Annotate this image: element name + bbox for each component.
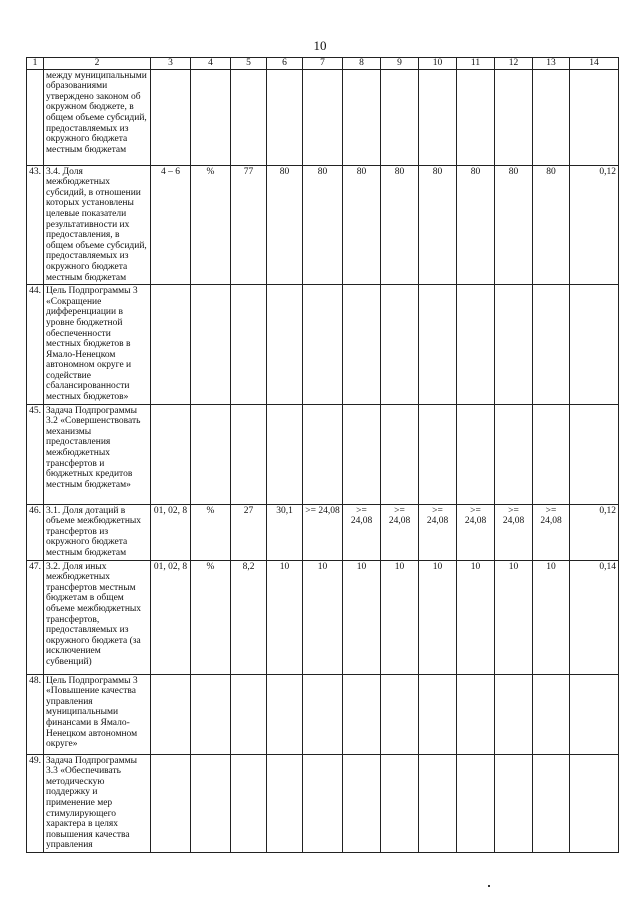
indicator-name: 3.2. Доля иных межбюджетных трансфертов местным бюджетам в общем объеме межбюджетных трансфертов, предоставляемых из окружного бюджета (за исключением субвенций) [44, 560, 151, 674]
cell-c4 [191, 674, 231, 754]
cell-c5 [231, 285, 267, 405]
indicator-name: между муниципальными образованиями утверждено законом об окружном бюджете, в общем объеме субсидий, предоставляемых из окружного бюджета местным бюджетам [44, 69, 151, 165]
cell-c14: 0,12 [570, 504, 619, 560]
cell-c13 [533, 404, 570, 504]
header-cell: 1 [27, 58, 44, 70]
cell-c6: 30,1 [267, 504, 303, 560]
cell-c11 [457, 674, 495, 754]
cell-c3 [151, 285, 191, 405]
header-row [27, 58, 619, 70]
cell-c4: % [191, 504, 231, 560]
cell-c14 [570, 674, 619, 754]
cell-c9: >= 24,08 [381, 504, 419, 560]
cell-c11 [457, 285, 495, 405]
cell-c14 [570, 69, 619, 165]
cell-c3 [151, 404, 191, 504]
cell-c6 [267, 285, 303, 405]
cell-c3: 4 – 6 [151, 165, 191, 285]
cell-c7: >= 24,08 [303, 504, 343, 560]
row-number: 49. [27, 754, 44, 852]
cell-c6 [267, 404, 303, 504]
cell-c4 [191, 404, 231, 504]
cell-c6: 10 [267, 560, 303, 674]
cell-c6 [267, 69, 303, 165]
header-cell: 11 [457, 58, 495, 70]
cell-c9 [381, 674, 419, 754]
cell-c13 [533, 285, 570, 405]
cell-c5 [231, 69, 267, 165]
cell-c13 [533, 69, 570, 165]
cell-c11: 10 [457, 560, 495, 674]
cell-c12 [495, 69, 533, 165]
header-cell: 8 [343, 58, 381, 70]
header-cell: 9 [381, 58, 419, 70]
cell-c4: % [191, 165, 231, 285]
cell-c10 [419, 285, 457, 405]
cell-c5 [231, 674, 267, 754]
cell-c7 [303, 404, 343, 504]
cell-c11: >= 24,08 [457, 504, 495, 560]
header-cell: 14 [570, 58, 619, 70]
cell-c9 [381, 69, 419, 165]
cell-c12 [495, 404, 533, 504]
header-cell: 10 [419, 58, 457, 70]
header-cell: 5 [231, 58, 267, 70]
cell-c12: 10 [495, 560, 533, 674]
cell-c14: 0,12 [570, 165, 619, 285]
cell-c7: 80 [303, 165, 343, 285]
cell-c12 [495, 754, 533, 852]
row-number [27, 69, 44, 165]
cell-c4: % [191, 560, 231, 674]
table-row [27, 504, 619, 560]
header-cell: 7 [303, 58, 343, 70]
cell-c9 [381, 404, 419, 504]
cell-c8 [343, 754, 381, 852]
cell-c11 [457, 69, 495, 165]
row-number: 48. [27, 674, 44, 754]
cell-c11 [457, 754, 495, 852]
scan-speck [488, 885, 490, 887]
table-row [27, 165, 619, 285]
cell-c3: 01, 02, 8 [151, 560, 191, 674]
cell-c7 [303, 285, 343, 405]
cell-c8 [343, 404, 381, 504]
cell-c14: 0,14 [570, 560, 619, 674]
cell-c5: 8,2 [231, 560, 267, 674]
cell-c12 [495, 285, 533, 405]
cell-c10: 80 [419, 165, 457, 285]
cell-c14 [570, 404, 619, 504]
cell-c8: >= 24,08 [343, 504, 381, 560]
header-cell: 6 [267, 58, 303, 70]
cell-c5 [231, 404, 267, 504]
cell-c13: 80 [533, 165, 570, 285]
table-row [27, 754, 619, 852]
cell-c4 [191, 754, 231, 852]
cell-c3 [151, 754, 191, 852]
row-number: 43. [27, 165, 44, 285]
page-number: 10 [313, 38, 327, 53]
cell-c11 [457, 404, 495, 504]
cell-c8: 10 [343, 560, 381, 674]
cell-c7 [303, 674, 343, 754]
cell-c7 [303, 69, 343, 165]
cell-c13: >= 24,08 [533, 504, 570, 560]
row-number: 47. [27, 560, 44, 674]
header-cell: 13 [533, 58, 570, 70]
cell-c9: 80 [381, 165, 419, 285]
cell-c8 [343, 285, 381, 405]
cell-c8 [343, 69, 381, 165]
cell-c3 [151, 69, 191, 165]
cell-c9 [381, 285, 419, 405]
row-number: 44. [27, 285, 44, 405]
cell-c5 [231, 754, 267, 852]
cell-c13: 10 [533, 560, 570, 674]
cell-c12 [495, 674, 533, 754]
header-cell: 2 [44, 58, 151, 70]
cell-c6 [267, 674, 303, 754]
header-cell: 3 [151, 58, 191, 70]
cell-c10 [419, 754, 457, 852]
cell-c12: 80 [495, 165, 533, 285]
cell-c4 [191, 69, 231, 165]
cell-c10: 10 [419, 560, 457, 674]
row-number: 46. [27, 504, 44, 560]
cell-c6: 80 [267, 165, 303, 285]
cell-c11: 80 [457, 165, 495, 285]
cell-c10 [419, 674, 457, 754]
cell-c7: 10 [303, 560, 343, 674]
cell-c13 [533, 754, 570, 852]
indicator-name: Задача Подпрограммы 3.3 «Обеспечивать методическую поддержку и применение мер стимулирующего характера в целях повышения качества управления [44, 754, 151, 852]
cell-c9: 10 [381, 560, 419, 674]
header-cell: 12 [495, 58, 533, 70]
cell-c14 [570, 754, 619, 852]
table-row [27, 285, 619, 405]
cell-c3: 01, 02, 8 [151, 504, 191, 560]
table-row [27, 404, 619, 504]
cell-c3 [151, 674, 191, 754]
cell-c10: >= 24,08 [419, 504, 457, 560]
cell-c8: 80 [343, 165, 381, 285]
cell-c9 [381, 754, 419, 852]
row-number: 45. [27, 404, 44, 504]
indicator-name: Цель Подпрограммы 3 «Повышение качества управления муниципальными финансами в Ямало-Ненецком автономном округе» [44, 674, 151, 754]
cell-c7 [303, 754, 343, 852]
cell-c10 [419, 69, 457, 165]
indicator-name: Задача Подпрограммы 3.2 «Совершенствовать механизмы предоставления межбюджетных трансфертов и бюджетных кредитов местным бюджетам» [44, 404, 151, 504]
cell-c5: 27 [231, 504, 267, 560]
cell-c4 [191, 285, 231, 405]
table-row [27, 674, 619, 754]
table-row [27, 560, 619, 674]
cell-c13 [533, 674, 570, 754]
cell-c5: 77 [231, 165, 267, 285]
table-row [27, 69, 619, 165]
indicators-table [26, 57, 619, 853]
cell-c8 [343, 674, 381, 754]
header-cell: 4 [191, 58, 231, 70]
indicator-name: 3.1. Доля дотаций в объеме межбюджетных трансфертов из окружного бюджета местным бюджетам [44, 504, 151, 560]
indicator-name: 3.4. Доля межбюджетных субсидий, в отношении которых установлены целевые показатели результативности их предоставления, в общем объеме субсидий, предоставляемых из окружного бюджета местным бюджетам [44, 165, 151, 285]
cell-c6 [267, 754, 303, 852]
cell-c10 [419, 404, 457, 504]
cell-c12: >= 24,08 [495, 504, 533, 560]
cell-c14 [570, 285, 619, 405]
indicator-name: Цель Подпрограммы 3 «Сокращение дифференциации в уровне бюджетной обеспеченности местных бюджетов в Ямало-Ненецком автономном округе и содействие сбалансированности местных бюджетов» [44, 285, 151, 405]
